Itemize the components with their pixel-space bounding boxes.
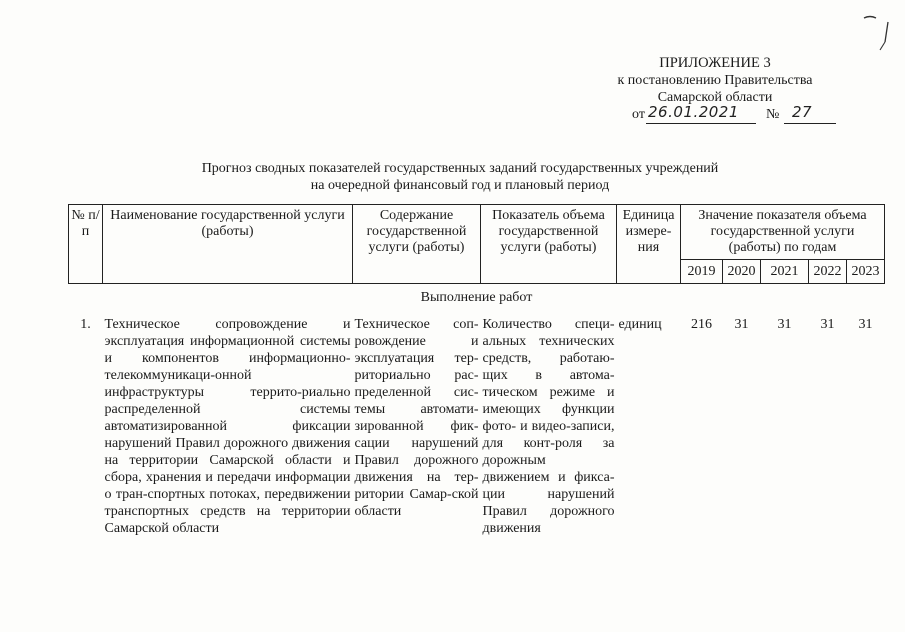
row-value: 31: [820, 317, 835, 332]
row-value: 31: [858, 317, 873, 332]
header-year: 2020: [723, 260, 761, 284]
table-row: [69, 310, 885, 537]
row-content: Техническое соп-ровождение и эксплуатация тер-риториально рас-пределенной сис-темы автомати-зированной фик-сации нарушений Правил дорожного движения на тер-ритории Самар-ской области: [354, 317, 479, 519]
row-service-name: Техническое сопровождение и эксплуатация информационной системы и компонентов информационно-телекоммуникаци-онной инфраструктуры террито-риально распределенной системы автоматизированной фиксации нарушений Правил дорожного движения на территории Самарской области и сбора, хранения и передачи информации о тран-спортных потоках, передвижении транспортных средств на территории Самарской области: [104, 317, 351, 536]
date-value-handwritten: 26.01.2021: [648, 103, 739, 121]
header-num: № п/п: [69, 205, 103, 284]
number-label: №: [766, 107, 780, 122]
header-year: 2019: [681, 260, 723, 284]
document-title-line1: Прогноз сводных показателей государственных заданий государственных учреждений: [201, 161, 719, 176]
header-value-group: Значение показателя объема государственной услуги (работы) по годам: [681, 205, 885, 260]
date-label: от: [632, 107, 645, 122]
row-unit: единиц: [618, 317, 662, 332]
appendix-line1: к постановлению Правительства: [617, 73, 813, 88]
header-unit: Единица измере-ния: [617, 205, 681, 284]
appendix-line2: Самарской области: [657, 90, 773, 105]
header-service-name: Наименование государственной услуги (работы): [103, 205, 353, 284]
number-underline: [784, 123, 836, 124]
document-title: [90, 160, 830, 194]
row-indicator: Количество специ-альных технических средств, работаю-щих в автома-тическом режиме и имеющих функции фото- и видео-записи, для конт-роля за дорожным движением и фикса-ции нарушений Правил дорожного движения: [482, 317, 615, 536]
row-value: 31: [777, 317, 792, 332]
document-title-line2: на очередной финансовый год и плановый период: [310, 178, 610, 193]
date-underline: [646, 123, 756, 124]
header-year: 2023: [847, 260, 885, 284]
decree-date-number-line: [632, 104, 842, 124]
header-year: 2022: [809, 260, 847, 284]
header-indicator: Показатель объема государственной услуги (работы): [481, 205, 617, 284]
row-num: 1.: [80, 317, 91, 332]
number-value-handwritten: 27: [792, 103, 813, 121]
handwritten-mark: [858, 12, 898, 52]
section-label: Выполнение работ: [420, 290, 533, 305]
appendix-header: [560, 55, 870, 106]
header-year: 2021: [761, 260, 809, 284]
appendix-title: ПРИЛОЖЕНИЕ 3: [659, 55, 771, 71]
header-content: Содержание государственной услуги (работы): [353, 205, 481, 284]
forecast-table: [68, 204, 885, 537]
row-value: 216: [691, 317, 712, 332]
row-value: 31: [734, 317, 749, 332]
